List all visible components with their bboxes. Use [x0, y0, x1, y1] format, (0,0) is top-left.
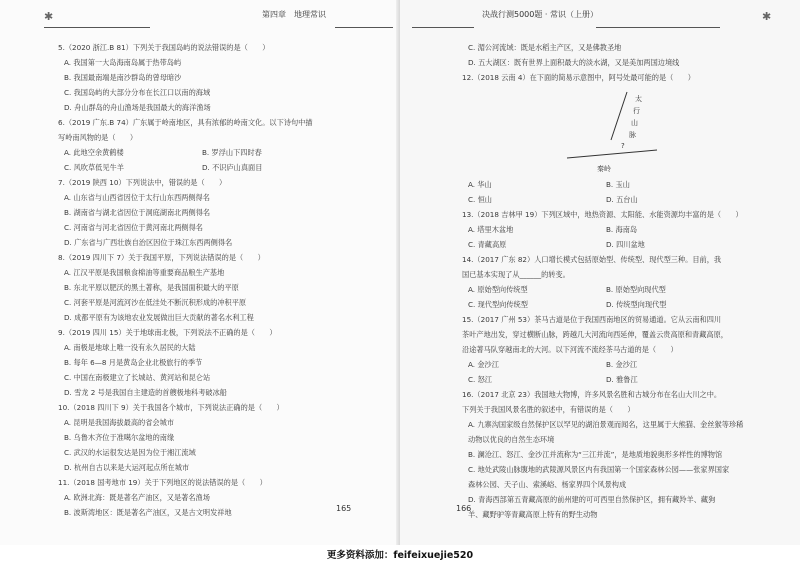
option-line: A. 欧洲北海：既是著名产油区，又是著名渔场 — [64, 493, 210, 502]
question-line: 16.（2017 北京 23）我国地大物博，许多风景名胜和古城分布在名山大川之中。 — [462, 390, 722, 399]
option-line: A. 昆明是我国海拔最高的省会城市 — [64, 418, 174, 427]
question-line: 12.（2018 云南 4）在下面的简易示意图中，阿号处最可能的是（ ） — [462, 73, 695, 82]
question-line: 10.（2018 四川下 9）关于我国各个城市，下列说法正确的是（ ） — [58, 403, 284, 412]
option-line: C. 我国岛屿的大部分分布在长江口以南的海域 — [64, 88, 211, 97]
option: A. 此地空余黄鹤楼 — [64, 148, 124, 157]
option-row — [462, 282, 744, 297]
option: A. 华山 — [468, 180, 492, 189]
option-line: C. 地处武陵山脉腹地的武陵源风景区内有我国第一个国家森林公园——张家界国家 — [468, 465, 730, 474]
option: B. 原始型向现代型 — [606, 285, 666, 294]
option: C. 风吹草低见牛羊 — [64, 163, 124, 172]
left-questions — [58, 40, 340, 520]
question-line: 写岭南风物的是（ ） — [58, 133, 138, 142]
option-line: C. 中国在南极建立了长城站、黄河站和昆仑站 — [64, 373, 211, 382]
option-line: B. 乌鲁木齐位于准噶尔盆地的南缘 — [64, 433, 175, 442]
header-rule-right — [335, 27, 393, 28]
question-line: 8.（2019 四川下 7）关于我国平原，下列说法错误的是（ ） — [58, 253, 265, 262]
map-label: 行 — [633, 107, 640, 115]
book-header: 决战行测5000题 · 常识（上册） — [482, 10, 598, 19]
question-line: 14.（2017 广东 82）人口增长模式包括原始型、传统型、现代型三种。目前，我 — [462, 255, 722, 264]
question-line: 国已基本实现了从______的转变。 — [462, 270, 570, 279]
right-page — [400, 0, 800, 545]
taihang-mountain-line — [611, 92, 627, 140]
option-line: C. 河南省与河北省因位于黄河南北两侧得名 — [64, 223, 203, 232]
option: D. 雅鲁江 — [606, 375, 638, 384]
option: A. 塔里木盆地 — [468, 225, 514, 234]
question-line: 7.（2019 陕西 10）下列说法中，错误的是（ ） — [58, 178, 227, 187]
option-line: A. 我国第一大岛海南岛属于热带岛屿 — [64, 58, 182, 67]
question-line: 9.（2019 四川 15）关于地球南北极，下列说法不正确的是（ ） — [58, 328, 277, 337]
header-rule-left — [44, 27, 150, 28]
option-line: C. 武汉的水运很发达是因为位于湘江流域 — [64, 448, 196, 457]
option-line: D. 成都平原有为该地农业发展做出巨大贡献的著名水利工程 — [64, 313, 254, 322]
option: C. 恒山 — [468, 195, 492, 204]
option-row — [462, 177, 744, 192]
map-label: 脉 — [629, 131, 636, 139]
question-line: 5.（2020 浙江.B 81）下列关于我国岛屿的说法错误的是（ ） — [58, 43, 270, 52]
question-line: 沿途著马队穿越南北的大河。以下河流不流经茶马古道的是（ ） — [462, 345, 678, 354]
decorative-star-icon: ✱ — [762, 10, 772, 23]
option: A. 金沙江 — [468, 360, 499, 369]
qinling-line — [567, 150, 657, 158]
option-line: D. 舟山群岛的舟山渔场是我国最大的海洋渔场 — [64, 103, 211, 112]
sketch-map-lines — [547, 88, 677, 178]
question-line: 下列关于我国风景名胜的叙述中，有错误的是（ ） — [462, 405, 635, 414]
header-rule-right — [596, 27, 720, 28]
map-caption: 秦岭 — [597, 165, 611, 173]
option-line: B. 每年 6—8 月是黄岛企业北极旅行的季节 — [64, 358, 203, 367]
option-line: C. 湄公河流域：既是水稻主产区，又是佛教圣地 — [468, 43, 622, 52]
option-line: D. 杭州自古以来是大运河起点所在城市 — [64, 463, 190, 472]
option: B. 金沙江 — [606, 360, 638, 369]
option: B. 玉山 — [606, 180, 630, 189]
option-line: A. 九寨沟国家级自然保护区以罕见的湖泊景观而闻名，这里属于大熊猫、金丝猴等珍稀 — [468, 420, 744, 429]
question-line: 6.（2019 广东.B 74）广东属于岭南地区，具有浓郁的岭南文化。以下诗句中描 — [58, 118, 313, 127]
option: D. 五台山 — [606, 195, 638, 204]
option-line: A. 山东省与山西省因位于太行山东西两侧得名 — [64, 193, 210, 202]
option-line: B. 波斯湾地区：既是著名产油区，又是古文明发祥地 — [64, 508, 232, 517]
option-line: A. 江汉平原是我国粮食棉油等重要商品粮生产基地 — [64, 268, 225, 277]
option-line: 羊、藏野驴等青藏高原上特有的野生动物 — [468, 510, 598, 519]
sketch-map-figure — [547, 88, 677, 178]
question-line: 11.（2018 国考地市 19）关于下列地区的说法错误的是（ ） — [58, 478, 267, 487]
question-line: 茶叶产地出发，穿过横断山脉，跨越几大河流向西延伸，覆盖云贵高原和青藏高原， — [462, 330, 728, 339]
page-number-right: 166 — [456, 504, 472, 513]
decorative-star-icon: ✱ — [44, 10, 54, 23]
option-line: D. 青海西部第五青藏高原的前州建的可可西里自然保护区，拥有藏羚羊、藏狗 — [468, 495, 716, 504]
header-rule-left — [412, 27, 474, 28]
map-label: 太 — [635, 95, 642, 103]
option: D. 四川盆地 — [606, 240, 645, 249]
option-line: A. 南极是地球上唯一没有永久居民的大陆 — [64, 343, 196, 352]
option: D. 传统型向现代型 — [606, 300, 667, 309]
option-line: D. 广东省与广西壮族自治区因位于珠江东西两侧得名 — [64, 238, 233, 247]
option-row — [462, 192, 744, 207]
left-page — [0, 0, 400, 545]
option-line: D. 五大湖区：既有世界上面积最大的淡水湖，又是美加两国边境线 — [468, 58, 680, 67]
question-line: 13.（2018 吉林甲 19）下列区域中，地热资源、太阳能、水能资源均丰富的是（ ） — [462, 210, 743, 219]
option-row — [462, 237, 744, 252]
chapter-header: 第四章 地理常识 — [262, 10, 326, 19]
map-question-mark: ? — [621, 142, 625, 150]
option: B. 海南岛 — [606, 225, 638, 234]
option-line: 动物以优良的自然生态环境 — [468, 435, 555, 444]
option-line: C. 河套平原是河流河沙在低洼处不断沉积形成的冲积平原 — [64, 298, 247, 307]
option: B. 罗浮山下四时春 — [202, 148, 262, 157]
question-line: 15.（2017 广州 53）茶马古道是位于我国西南地区的贸易通道。它从云南和四川 — [462, 315, 722, 324]
option-row — [462, 372, 744, 387]
option: C. 怒江 — [468, 375, 492, 384]
option-line: B. 澜沧江、怒江、金沙江并流称为“三江并流”，是地质地貌奥形多样性的博物馆 — [468, 450, 723, 459]
map-label: 山 — [631, 119, 638, 127]
option-line: 森林公园、天子山、索溪峪、杨家界四个风景构成 — [468, 480, 627, 489]
option-row — [58, 160, 340, 175]
option-row — [58, 145, 340, 160]
option-row — [462, 222, 744, 237]
option-line: B. 东北平原以肥沃的黑土著称，是我国面积最大的平原 — [64, 283, 239, 292]
option: D. 不识庐山真面目 — [202, 163, 263, 172]
option: A. 原始型向传统型 — [468, 285, 528, 294]
option-row — [462, 357, 744, 372]
option-line: B. 湖南省与湖北省因位于洞庭湖南北两侧得名 — [64, 208, 211, 217]
footer-banner: 更多资料添加：feifeixuejie520 — [0, 545, 800, 566]
option: C. 现代型向传统型 — [468, 300, 528, 309]
option-line: D. 雪龙 2 号是我国自主建造的首艘极地科考破冰船 — [64, 388, 227, 397]
option-row — [462, 297, 744, 312]
page-number-left: 165 — [336, 504, 352, 513]
option: C. 青藏高原 — [468, 240, 507, 249]
option-line: B. 我国最南端是南沙群岛的曾母暗沙 — [64, 73, 182, 82]
